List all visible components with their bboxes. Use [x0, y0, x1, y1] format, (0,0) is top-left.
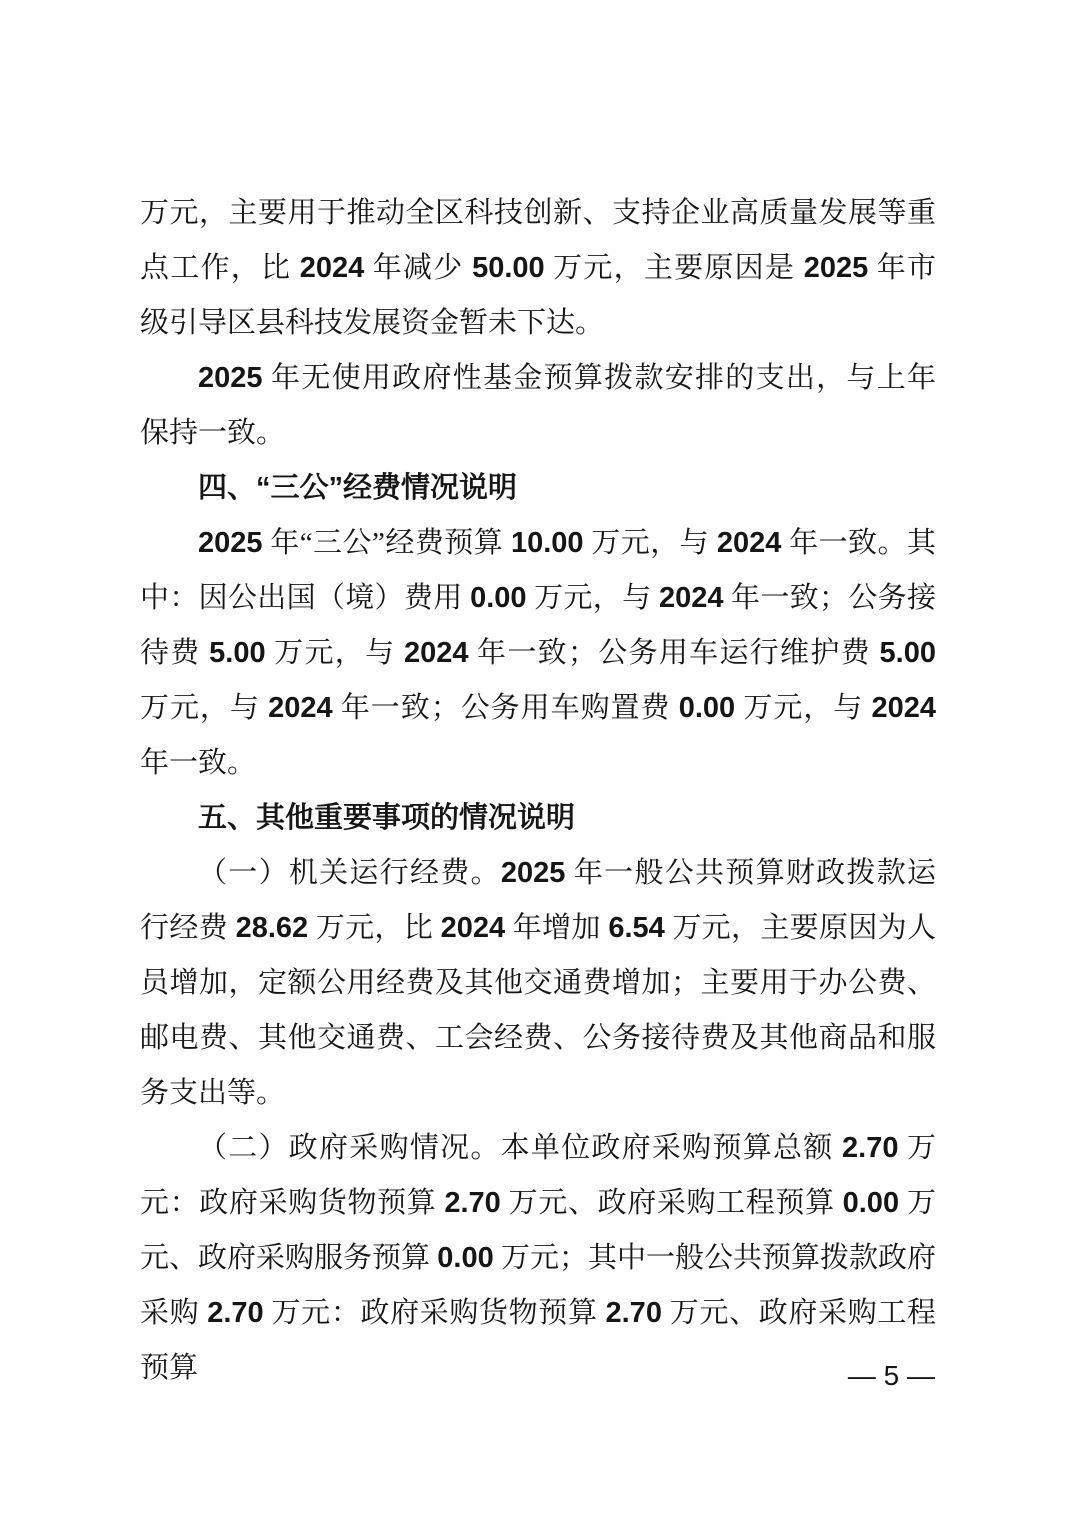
paragraph: 2025 年“三公”经费预算 10.00 万元，与 2024 年一致。其中：因公出国（境）费用 0.00 万元，与 2024 年一致；公务接待费 5.00 万元，与 2024 年一致；公务用车运行维护费 5.00 万元，与 2024 年一致；公务用车购置费 0.00 万元，与 2024 年一致。 [140, 527, 936, 779]
numeric-value: 2.70 [605, 1297, 662, 1329]
section-heading: 四、“三公”经费情况说明 [198, 472, 518, 504]
document-body [140, 186, 936, 1396]
numeric-value: 2024 [871, 692, 936, 724]
numeric-value: 0.00 [437, 1242, 494, 1274]
paragraph: 万元，主要用于推动全区科技创新、支持企业高质量发展等重点工作，比 2024 年减少 50.00 万元，主要原因是 2025 年市级引导区县科技发展资金暂未下达。 [140, 197, 936, 339]
paragraph: （二）政府采购情况。本单位政府采购预算总额 2.70 万元：政府采购货物预算 2.70 万元、政府采购工程预算 0.00 万元、政府采购服务预算 0.00 万元；其中一般公共预算拨款政府采购 2.70 万元：政府采购货物预算 2.70 万元、政府采购工程预算 [140, 1132, 936, 1384]
numeric-value: 28.62 [235, 912, 309, 944]
numeric-value: 2.70 [842, 1132, 899, 1164]
numeric-value: 0.00 [678, 692, 736, 724]
numeric-value: 2.70 [207, 1297, 264, 1329]
numeric-value: 5.00 [879, 637, 936, 669]
numeric-value: 0.00 [470, 582, 527, 614]
numeric-value: 6.54 [608, 912, 665, 944]
numeric-value: 2024 [658, 582, 724, 614]
numeric-value: 50.00 [472, 252, 545, 284]
paragraph: （一）机关运行经费。2025 年一般公共预算财政拨款运行经费 28.62 万元，比 2024 年增加 6.54 万元，主要原因为人员增加，定额公用经费及其他交通费增加；主要用于办公费、邮电费、其他交通费、工会经费、公务接待费及其他商品和服务支出等。 [140, 857, 936, 1109]
numeric-value: 2025 [198, 527, 263, 559]
paragraph: 2025 年无使用政府性基金预算拨款安排的支出，与上年保持一致。 [140, 362, 936, 449]
numeric-value: 2024 [403, 637, 469, 669]
numeric-value: 2024 [440, 912, 506, 944]
numeric-value: 2025 [500, 857, 566, 889]
numeric-value: 5.00 [209, 637, 266, 669]
numeric-value: 0.00 [842, 1187, 900, 1219]
numeric-value: 2025 [803, 252, 869, 284]
numeric-value: 2.70 [444, 1187, 501, 1219]
numeric-value: 2024 [716, 527, 782, 559]
numeric-value: 10.00 [510, 527, 584, 559]
numeric-value: 2024 [268, 692, 333, 724]
page-number: — 5 — [847, 1360, 935, 1391]
numeric-value: 2025 [198, 362, 263, 394]
section-heading: 五、其他重要事项的情况说明 [198, 802, 576, 834]
numeric-value: 2024 [299, 252, 365, 284]
